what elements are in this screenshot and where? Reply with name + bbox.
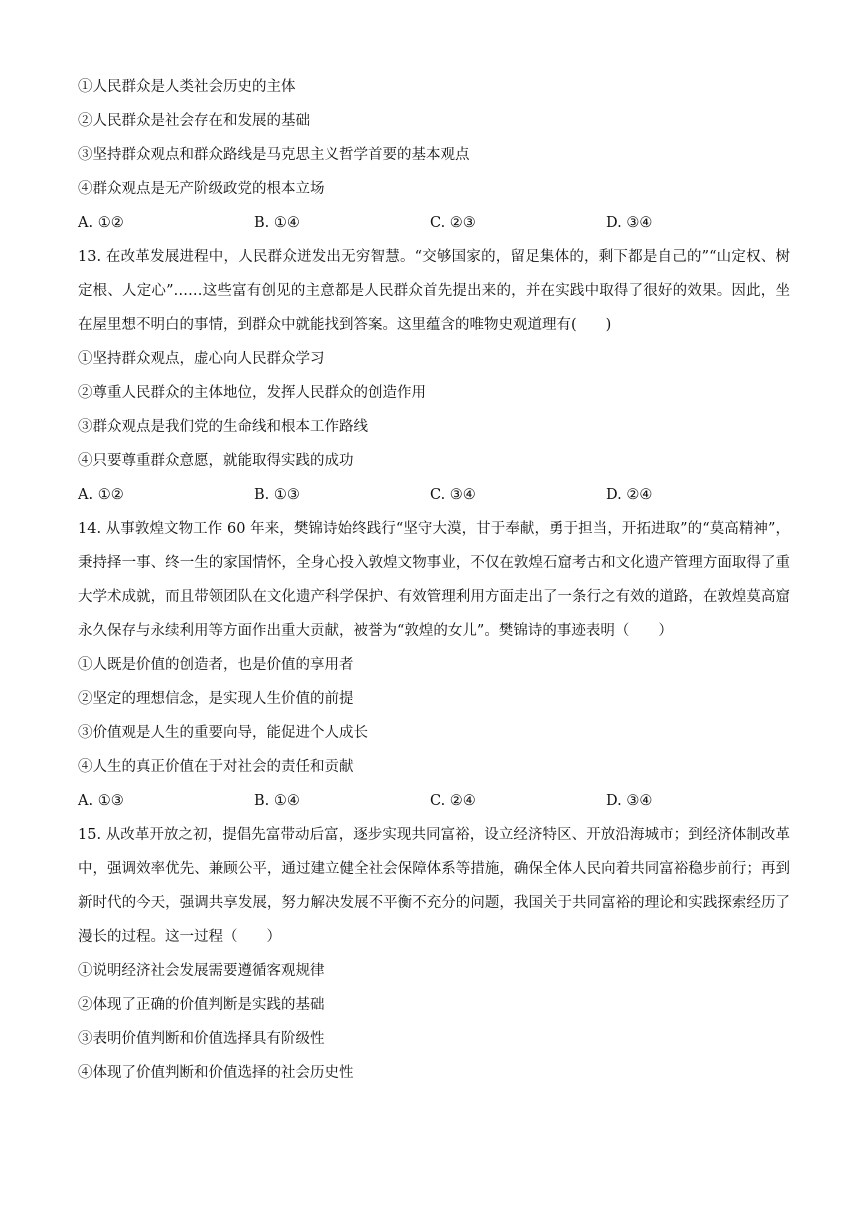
q12-option-d: D. ③④ <box>606 215 653 231</box>
q12-statement-4: ④群众观点是无产阶级政党的根本立场 <box>78 181 325 197</box>
q12-option-b: B. ①④ <box>254 215 300 231</box>
q13-options <box>78 478 790 512</box>
q14-option-d: D. ③④ <box>606 793 653 809</box>
q13-statement-3: ③群众观点是我们党的生命线和根本工作路线 <box>78 419 368 435</box>
q14-option-b: B. ①④ <box>254 793 300 809</box>
q12-statement-1: ①人民群众是人类社会历史的主体 <box>78 79 296 95</box>
q15-statement-3: ③表明价值判断和价值选择具有阶级性 <box>78 1031 325 1047</box>
q13-stem: 13. 在改革发展进程中，人民群众迸发出无穷智慧。“交够国家的，留足集体的，剩下都是自己的”“山定权、树定根、人定心”……这些富有创见的主意都是人民群众首先提出来的，并在实践中取得了很好的效果。因此，坐在屋里想不明白的事情，到群众中就能找到答案。这里蕴含的唯物史观道理有( ) <box>78 249 790 333</box>
q14-option-c: C. ②④ <box>430 793 476 809</box>
question-12 <box>78 70 790 240</box>
q15-statement-2: ②体现了正确的价值判断是实践的基础 <box>78 997 325 1013</box>
q12-options <box>78 206 790 240</box>
q13-option-c: C. ③④ <box>430 487 476 503</box>
q13-statement-2: ②尊重人民群众的主体地位，发挥人民群众的创造作用 <box>78 385 426 401</box>
q12-statement-2: ②人民群众是社会存在和发展的基础 <box>78 113 310 129</box>
q13-statement-1: ①坚持群众观点，虚心向人民群众学习 <box>78 351 325 367</box>
q14-statement-1: ①人既是价值的创造者，也是价值的享用者 <box>78 657 354 673</box>
question-15 <box>78 818 790 1090</box>
exam-page <box>78 70 790 1090</box>
q14-stem: 14. 从事敦煌文物工作 60 年来，樊锦诗始终践行“坚守大漠，甘于奉献，勇于担当，开拓进取”的“莫高精神”，秉持择一事、终一生的家国情怀，全身心投入敦煌文物事业，不仅在敦煌石窟考古和文化遗产管理方面取得了重大学术成就，而且带领团队在文化遗产科学保护、有效管理利用方面走出了一条行之有效的道路，在敦煌莫高窟永久保存与永续利用等方面作出重大贡献，被誉为“敦煌的女儿”。樊锦诗的事迹表明（ ） <box>78 521 790 639</box>
q12-statement-3: ③坚持群众观点和群众路线是马克思主义哲学首要的基本观点 <box>78 147 470 163</box>
q15-stem: 15. 从改革开放之初，提倡先富带动后富，逐步实现共同富裕，设立经济特区、开放沿海城市；到经济体制改革中，强调效率优先、兼顾公平，通过建立健全社会保障体系等措施，确保全体人民向着共同富裕稳步前行；再到新时代的今天，强调共享发展，努力解决发展不平衡不充分的问题，我国关于共同富裕的理论和实践探索经历了漫长的过程。这一过程（ ） <box>78 827 790 945</box>
q13-option-d: D. ②④ <box>606 487 653 503</box>
q14-option-a: A. ①③ <box>78 793 124 809</box>
q14-statement-2: ②坚定的理想信念，是实现人生价值的前提 <box>78 691 354 707</box>
q14-options <box>78 784 790 818</box>
q15-statement-1: ①说明经济社会发展需要遵循客观规律 <box>78 963 325 979</box>
question-14 <box>78 512 790 818</box>
q12-option-c: C. ②③ <box>430 215 476 231</box>
q15-statement-4: ④体现了价值判断和价值选择的社会历史性 <box>78 1065 354 1081</box>
q14-statement-4: ④人生的真正价值在于对社会的责任和贡献 <box>78 759 354 775</box>
question-13 <box>78 240 790 512</box>
q14-statement-3: ③价值观是人生的重要向导，能促进个人成长 <box>78 725 368 741</box>
q13-option-b: B. ①③ <box>254 487 300 503</box>
q13-option-a: A. ①② <box>78 487 124 503</box>
q13-statement-4: ④只要尊重群众意愿，就能取得实践的成功 <box>78 453 354 469</box>
q12-option-a: A. ①② <box>78 215 124 231</box>
